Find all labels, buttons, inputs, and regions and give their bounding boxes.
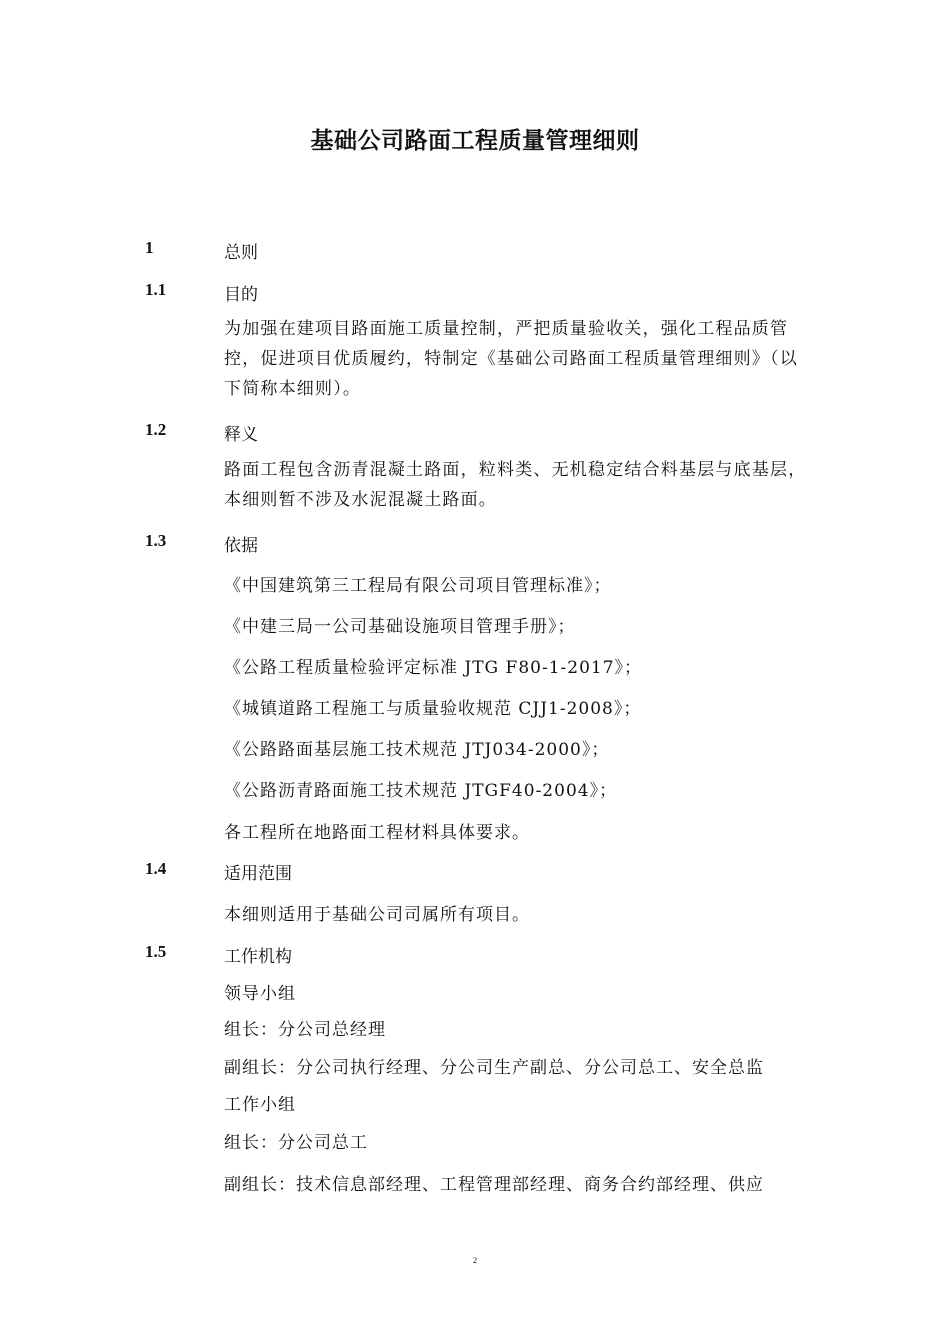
org-line: 组长：分公司总工 (224, 1133, 368, 1153)
section-paragraph: 本细则适用于基础公司司属所有项目。 (224, 905, 530, 925)
section-heading: 目的 (224, 285, 258, 305)
section-heading: 总则 (224, 243, 258, 263)
section-number: 1 (145, 238, 154, 257)
section-number: 1.5 (145, 942, 167, 961)
reference-item: 《公路工程质量检验评定标准 JTG F80-1-2017》； (224, 658, 643, 678)
org-line: 副组长：技术信息部经理、工程管理部经理、商务合约部经理、供应 (224, 1175, 764, 1195)
page-number: 2 (473, 1256, 477, 1265)
org-line: 领导小组 (224, 984, 296, 1004)
section-heading: 工作机构 (224, 947, 292, 967)
reference-item: 《中建三局一公司基础设施项目管理手册》； (224, 617, 576, 637)
reference-item: 《公路路面基层施工技术规范 JTJ034-2000》； (224, 740, 610, 760)
section-paragraph: 为加强在建项目路面施工质量控制，严把质量验收关，强化工程品质管控，促进项目优质履约，特制定《基础公司路面工程质量管理细则》（以下简称本细则）。 (224, 319, 798, 399)
reference-item: 《中国建筑第三工程局有限公司项目管理标准》； (224, 576, 612, 596)
section-number: 1.1 (145, 280, 167, 299)
reference-item: 《城镇道路工程施工与质量验收规范 CJJ1-2008》； (224, 699, 642, 719)
org-line: 副组长：分公司执行经理、分公司生产副总、分公司总工、安全总监 (224, 1058, 764, 1078)
section-number: 1.3 (145, 531, 167, 550)
org-line: 组长：分公司总经理 (224, 1020, 386, 1040)
section-heading: 适用范围 (224, 864, 292, 884)
section-heading: 依据 (224, 536, 258, 556)
section-number: 1.2 (145, 420, 167, 439)
page-title: 基础公司路面工程质量管理细则 (310, 128, 640, 154)
org-line: 工作小组 (224, 1095, 296, 1115)
section-paragraph: 路面工程包含沥青混凝土路面，粒料类、无机稳定结合料基层与底基层，本细则暂不涉及水泥混凝土路面。 (224, 460, 807, 510)
section-number: 1.4 (145, 859, 167, 878)
reference-item: 《公路沥青路面施工技术规范 JTGF40-2004》； (224, 781, 618, 801)
reference-item: 各工程所在地路面工程材料具体要求。 (224, 823, 530, 843)
section-heading: 释义 (224, 425, 258, 445)
